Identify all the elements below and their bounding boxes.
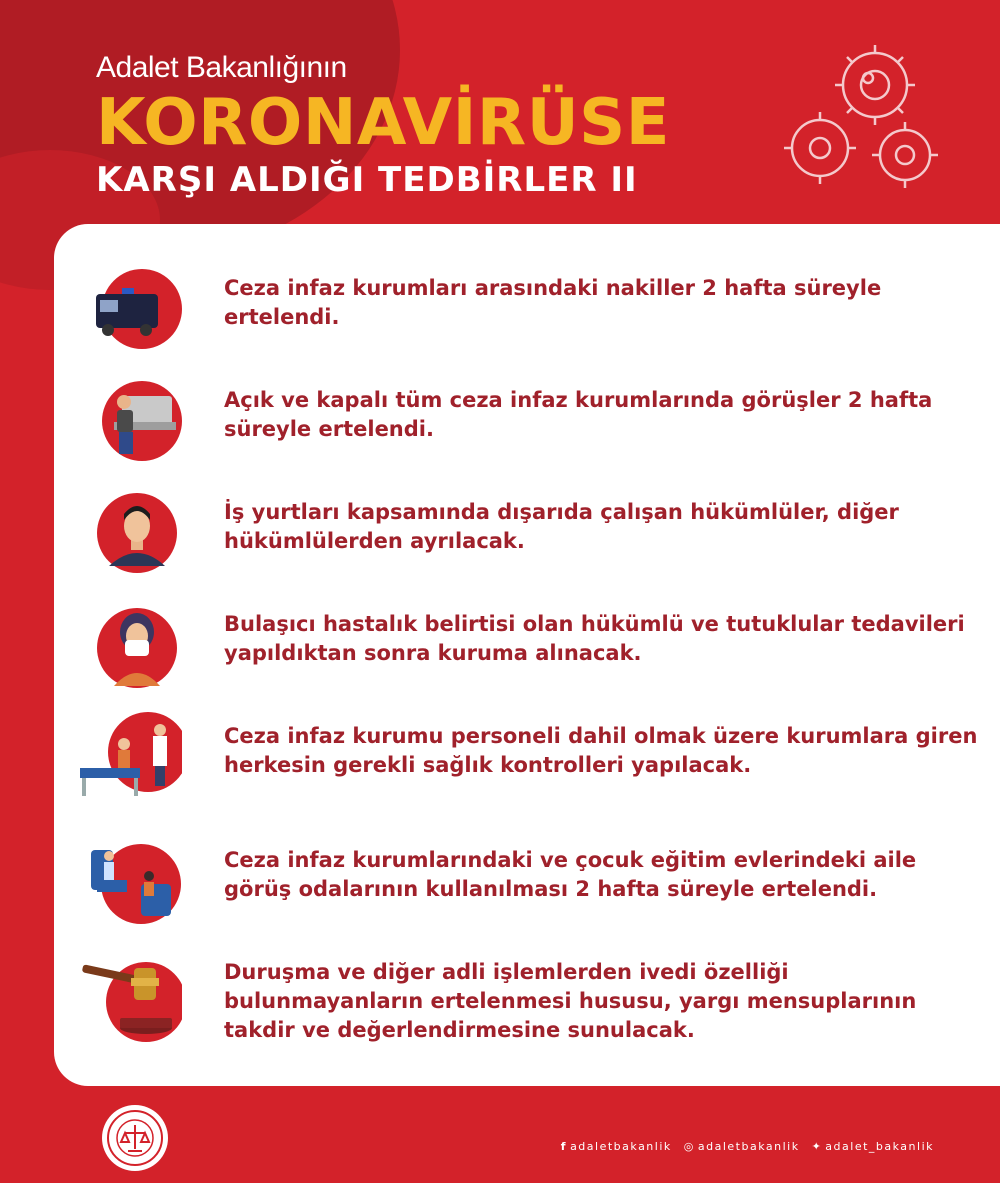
title-block (96, 48, 670, 202)
item-text: Açık ve kapalı tüm ceza infaz kurumlarında görüşler 2 hafta süreyle ertelendi. (224, 388, 933, 441)
facebook-icon: f (560, 1140, 568, 1153)
sick-woman-icon (92, 600, 182, 690)
title-line-1: Adalet Bakanlığının (96, 51, 347, 84)
twitter-icon: ✦ (811, 1140, 823, 1153)
item-text: Ceza infaz kurumu personeli dahil olmak üzere kurumlara giren herkesin gerekli sağlık kontrolleri yapılacak. (224, 724, 978, 777)
list-item (54, 956, 1000, 1056)
list-item (54, 836, 1000, 936)
waiting-person-icon (92, 376, 182, 466)
title-line-2: KORONAVİRÜSE (96, 86, 670, 160)
item-text: İş yurtları kapsamında dışarıda çalışan hükümlüler, diğer hükümlülerden ayrılacak. (224, 500, 899, 553)
man-avatar-icon (92, 488, 182, 578)
prison-van-icon (92, 264, 182, 354)
twitter-link[interactable]: ✦ adalet_bakanlik (811, 1140, 934, 1153)
list-item (54, 600, 1000, 700)
item-text: Ceza infaz kurumlarındaki ve çocuk eğitim evlerindeki aile görüş odalarının kullanılması 2 hafta süreyle ertelendi. (224, 848, 917, 901)
list-item (54, 264, 1000, 364)
list-item (54, 488, 1000, 588)
social-links (561, 1140, 934, 1153)
item-text: Bulaşıcı hastalık belirtisi olan hükümlü ve tutuklular tedavileri yapıldıktan sonra kuruma alınacak. (224, 612, 965, 665)
doctor-patient-icon (68, 712, 182, 802)
list-item (54, 712, 1000, 812)
virus-icon (780, 30, 940, 200)
instagram-icon: ◎ (683, 1140, 695, 1153)
ministry-seal-icon (100, 1103, 170, 1173)
item-text: Duruşma ve diğer adli işlemlerden ivedi özelliği bulunmayanların ertelenmesi hususu, yargı mensuplarının takdir ve değerlendirmesine sunulacak. (224, 960, 917, 1042)
visit-room-icon (78, 836, 182, 926)
facebook-link[interactable]: f adaletbakanlik (560, 1140, 672, 1153)
list-item (54, 376, 1000, 476)
title-line-3: KARŞI ALDIĞI TEDBİRLER II (96, 160, 638, 200)
gavel-icon (68, 956, 182, 1046)
item-text: Ceza infaz kurumları arasındaki nakiller 2 hafta süreyle ertelendi. (224, 276, 882, 329)
content-card (54, 224, 1000, 1086)
instagram-link[interactable]: ◎ adaletbakanlik (683, 1140, 800, 1153)
